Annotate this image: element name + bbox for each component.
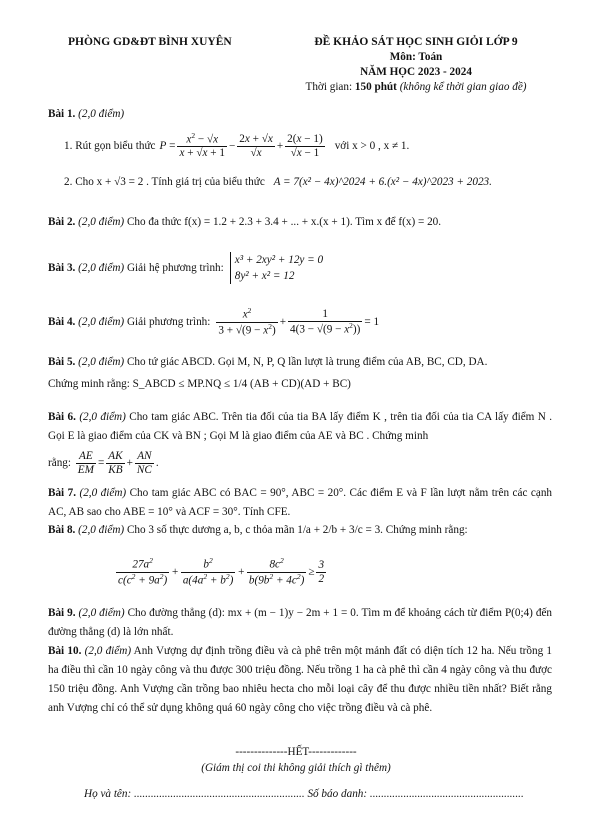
problem-label: Bài 10. <box>48 645 82 657</box>
problem-points: (2,0 điểm) <box>78 607 125 619</box>
problem-points: (2,0 điểm) <box>78 262 125 274</box>
problem-label: Bài 9. <box>48 607 76 619</box>
b4-fraction-1: $\frac{x^2}{3 + √(9 - x^2)}$ <box>218 305 276 337</box>
problem-5-line-2: Chứng minh rằng: S_ABCD ≤ MP.NQ ≤ 1/4 (AB + CD)(AD + BC) <box>48 378 351 390</box>
problem-label: Bài 6. <box>48 411 76 423</box>
problem-label: Bài 8. <box>48 524 76 536</box>
office-name: PHÒNG GD&ĐT BÌNH XUYÊN <box>68 36 232 48</box>
problem-5-line-1 <box>48 356 487 368</box>
problem-1-part-2 <box>64 176 492 188</box>
problem-6 <box>48 408 552 446</box>
problem-text: Anh Vượng dự định trồng điều và cà phê trên một mảnh đất có diện tích 12 ha. Nếu trồng 1 ha điều thì cần 10 ngày công và thu được 300 triệu đồng. Nếu trồng 1 ha cà phê thì cần 4 ngày công và thu được 150 triệu đồng. Anh Vượng cần trồng bao nhiêu hecta cho mỗi loại cây để thu được nhiều tiền nhất? Biết rằng anh Vượng chỉ có thể sử dụng không quá 60 ngày công cho việc trồng điều và cà phê. <box>48 645 553 714</box>
problem-label: Bài 4. <box>48 316 76 328</box>
problem-6-formula: rằng: $\frac{AE}{EM}$ = $\frac{AK}{KB}$ + $\frac{AN}{NC}$ . <box>48 449 159 476</box>
problem-points: (2,0 điểm) <box>78 316 125 328</box>
candidate-name-field: Họ và tên: ............................................................. Số báo danh: ....................................................... <box>84 788 524 800</box>
problem-4: Bài 4. (2,0 điểm) Giải phương trình: $\frac{x^2}{3 + √(9 - x^2)}$ + $\frac{1}{4(3 - √(9 - x^2))}$ = 1 <box>48 305 380 337</box>
time-value: 150 phút <box>354 81 397 93</box>
p1-fraction-2: $\frac{2x + √x}{√x}$ <box>239 132 273 159</box>
problem-text: Cho tam giác ABC. Trên tia đối của tia BA lấy điểm K , trên tia đối của tia CA lấy điểm N . Gọi E là giao điểm của CK và BN ; Gọi M là giao điểm của AE và BC . Chứng minh <box>48 411 553 442</box>
problem-10 <box>48 642 552 718</box>
school-year: NĂM HỌC 2023 - 2024 <box>360 66 472 78</box>
exam-subject: Môn: Toán <box>389 51 443 63</box>
problem-label: Bài 3. <box>48 262 76 274</box>
p1-text: 1. Rút gọn biểu thức <box>64 140 156 152</box>
exam-time <box>270 81 562 93</box>
problem-points: (2,0 điểm) <box>78 108 125 120</box>
problem-9 <box>48 604 552 642</box>
problem-2 <box>48 216 441 228</box>
problem-label: Bài 5. <box>48 356 76 368</box>
problem-text: Cho đa thức f(x) = 1.2 + 2.3 + 3.4 + ... + x.(x + 1). Tìm x để f(x) = 20. <box>126 216 442 228</box>
problem-label: Bài 2. <box>48 216 76 228</box>
sbd-label: Số báo danh: <box>307 788 368 800</box>
exam-title: ĐỀ KHẢO SÁT HỌC SINH GIỎI LỚP 9 <box>314 36 518 48</box>
problem-text: Giải hệ phương trình: <box>126 262 224 274</box>
equation-2: 8y² + x² = 12 <box>234 270 295 282</box>
problem-text: rằng: <box>48 457 71 469</box>
p2-text: 2. Cho x + √3 = 2 . Tính giá trị của biểu thức <box>64 176 265 188</box>
problem-label: Bài 7. <box>48 487 77 499</box>
problem-3 <box>48 250 323 286</box>
problem-text: Cho 3 số thực dương a, b, c thỏa mãn 1/a + 2/b + 3/c = 3. Chứng minh rằng: <box>126 524 468 536</box>
time-note: (không kể thời gian giao đề) <box>399 81 527 93</box>
problem-points: (2,0 điểm) <box>78 524 125 536</box>
problem-8 <box>48 524 468 536</box>
problem-points: (2,0 điểm) <box>78 216 125 228</box>
time-prefix: Thời gian: <box>305 81 355 93</box>
problem-points: (2,0 điểm) <box>84 645 132 657</box>
b4-fraction-2: $\frac{1}{4(3 - √(9 - x^2))}$ <box>290 307 361 336</box>
equation-1: x³ + 2xy² + 12y = 0 <box>234 253 324 266</box>
problem-1-part-1: 1. Rút gọn biểu thức P = $\frac{x^2 - √x}{x + √x + 1}$ − $\frac{2x + √x}{√x}$ + $\frac{2(x - 1)}{√x - 1}$ với x > 0 , x ≠ 1. <box>64 130 410 160</box>
problem-points: (2,0 điểm) <box>79 411 126 423</box>
problem-7 <box>48 484 552 522</box>
problem-text: Cho đường thẳng (d): mx + (m − 1)y − 2m + 1 = 0. Tìm m để khoảng cách từ điểm P(0;4) đến đường thẳng (d) là lớn nhất. <box>48 607 553 638</box>
p1-fraction-1: $\frac{x^2 - √x}{x + √x + 1}$ <box>179 130 225 160</box>
end-mark: --------------HẾT------------- <box>235 746 357 758</box>
problem-1-heading <box>48 108 124 120</box>
name-label: Họ và tên: <box>84 788 132 800</box>
problem-text: Cho tam giác ABC có BAC = 90°, ABC = 20°. Các điểm E và F lần lượt nằm trên các cạnh AC, AB sao cho ABE = 10° và ACF = 30°. Tính CFE. <box>48 487 553 518</box>
problem-8-inequality: $\frac{27a^2}{c(c^2 + 9a^2)}$ + $\frac{b^2}{a(4a^2 + b^2)}$ + $\frac{8c^2}{b(9b^2 + 4c^2)}$ ≥ $\frac{3}{2}$ <box>118 555 325 587</box>
equation-system <box>230 252 323 284</box>
problem-label: Bài 1. <box>48 108 76 120</box>
problem-text: Giải phương trình: <box>126 316 211 328</box>
problem-points: (2,0 điểm) <box>78 356 125 368</box>
p2-expression: A = 7(x² − 4x)^2024 + 6.(x² − 4x)^2023 + 2023. <box>273 176 492 188</box>
proctor-note: (Giám thị coi thi không giải thích gì thêm) <box>201 762 391 774</box>
problem-points: (2,0 điểm) <box>79 487 127 499</box>
p1-condition: với x > 0 , x ≠ 1. <box>334 140 410 152</box>
problem-text: Cho tứ giác ABCD. Gọi M, N, P, Q lần lượt là trung điểm của AB, BC, CD, DA. <box>126 356 488 368</box>
p1-fraction-3: $\frac{2(x - 1)}{√x - 1}$ <box>287 132 323 159</box>
